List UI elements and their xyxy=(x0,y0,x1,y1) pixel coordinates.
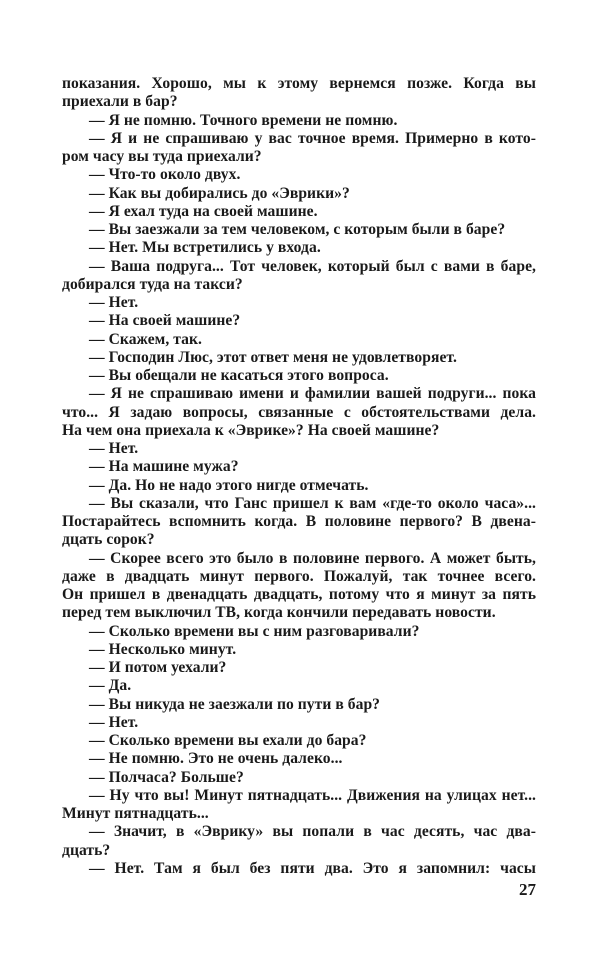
text-line: добирался туда на такси? xyxy=(62,275,243,293)
text-line: дцать сорок? xyxy=(62,531,155,549)
text-line: — Несколько минут. xyxy=(89,640,237,658)
text-line: дцать? xyxy=(62,841,111,859)
text-line: — Нет. Там я был без пяти два. Это я запомнил: часы xyxy=(89,859,536,877)
text-line: приехали в бар? xyxy=(62,93,178,111)
text-line: — Как вы добирались до «Эврики»? xyxy=(89,184,350,202)
text-line: что... Я задаю вопросы, связанные с обстоятельствами дела. xyxy=(62,403,536,421)
text-line: — Не помню. Это не очень далеко... xyxy=(89,750,343,768)
text-line: — Сколько времени вы с ним разговаривали? xyxy=(89,622,420,640)
text-line: — Ну что вы! Минут пятнадцать... Движения на улицах нет... xyxy=(89,786,536,804)
text-line: — Ваша подруга... Тот человек, который был с вами в баре, xyxy=(89,257,536,275)
text-line: — Нет. Мы встретились у входа. xyxy=(89,239,321,257)
text-line: — Значит, в «Эврику» вы попали в час десять, час два- xyxy=(89,823,536,841)
text-line: — Я ехал туда на своей машине. xyxy=(89,202,318,220)
text-line: — Вы обещали не касаться этого вопроса. xyxy=(89,367,389,384)
text-line: На чем она приехала к «Эврике»? На своей машине? xyxy=(62,421,440,439)
text-line: — На машине мужа? xyxy=(89,458,239,476)
text-line: — Вы сказали, что Ганс пришел к вам «где-то около часа»... xyxy=(89,494,536,512)
text-line: — Нет. xyxy=(89,294,139,311)
text-line: — Да. xyxy=(89,677,132,695)
text-line: — Я и не спрашиваю у вас точное время. Примерно в кото- xyxy=(89,129,536,147)
text-line: — Полчаса? Больше? xyxy=(89,768,244,786)
text-line: — Я не помню. Точного времени не помню. xyxy=(89,111,398,129)
text-line: перед тем выключил ТВ, когда кончили передавать новости. xyxy=(62,604,496,622)
text-line: — Я не спрашиваю имени и фамилии вашей подруги... пока xyxy=(89,385,536,403)
text-line: — На своей машине? xyxy=(89,312,241,330)
text-line: — Вы никуда не заезжали по пути в бар? xyxy=(89,695,381,713)
text-line: Постарайтесь вспомнить когда. В половине первого? В двена- xyxy=(62,513,536,530)
text-line: — Что-то около двух. xyxy=(89,166,241,184)
text-line: — Скорее всего это было в половине первого. А может быть, xyxy=(89,549,536,567)
text-line: — Да. Но не надо этого нигде отмечать. xyxy=(89,476,369,494)
text-line: — Нет. xyxy=(89,440,139,457)
text-line: — Сколько времени вы ехали до бара? xyxy=(89,732,367,749)
text-line: — Господин Люс, этот ответ меня не удовлетворяет. xyxy=(89,348,457,366)
text-line: даже в двадцать минут первого. Пожалуй, так точнее всего. xyxy=(62,567,536,585)
text-line: — И потом уехали? xyxy=(89,659,227,676)
text-line: показания. Хорошо, мы к этому вернемся позже. Когда вы xyxy=(62,75,536,92)
page-number: 27 xyxy=(519,880,536,899)
text-line: — Вы заезжали за тем человеком, с которым были в баре? xyxy=(89,221,506,238)
text-line: — Скажем, так. xyxy=(89,330,202,348)
page-body-text xyxy=(62,75,536,878)
text-line: Он пришел в двенадцать двадцать, потому что я минут за пять xyxy=(62,586,536,603)
text-line: ром часу вы туда приехали? xyxy=(62,148,262,165)
text-line: Минут пятнадцать... xyxy=(62,805,209,822)
text-line: — Нет. xyxy=(89,713,139,731)
